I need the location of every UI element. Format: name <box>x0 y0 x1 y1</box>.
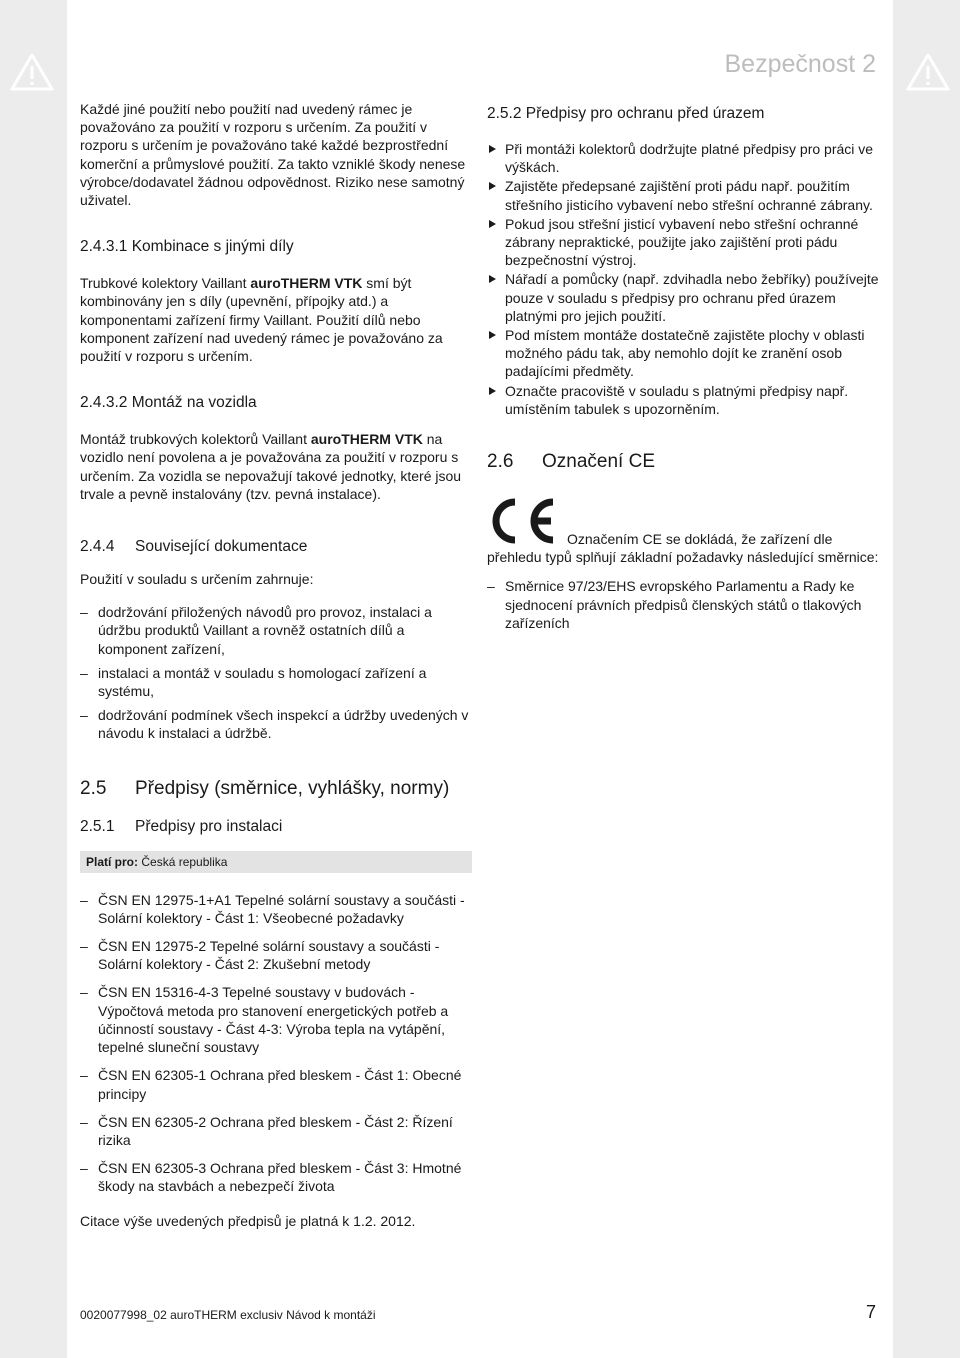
list-item: – ČSN EN 12975-1+A1 Tepelné solární soustavy a součásti - Solární kolektory - Část 1: Všeobecné požadavky <box>80 891 472 927</box>
validity-value: Česká republika <box>141 854 228 869</box>
heading-244: 2.4.4 Související dokumentace <box>80 538 308 556</box>
list-item: Pokud jsou střešní jisticí vybavení nebo střešní ochranné zábrany nepraktické, použijte jako zajištění proti pádu bezpečnostní výstroj. <box>487 215 881 270</box>
triangle-bullet-icon <box>489 387 496 395</box>
ce-block <box>487 494 881 566</box>
list-item: – Směrnice 97/23/EHS evropského Parlamentu a Rady ke sjednocení právních předpisů členských států o tlakových zařízeních <box>487 577 881 632</box>
list-251 <box>80 891 472 1196</box>
heading-25: 2.5 Předpisy (směrnice, vyhlášky, normy) <box>80 777 450 799</box>
list-item: Zajistěte předepsané zajištění proti pádu např. použitím střešního jisticího vybavení nebo střešní ochranné zábrany. <box>487 177 881 213</box>
list-item: – ČSN EN 62305-1 Ochrana před bleskem - Část 1: Obecné principy <box>80 1066 472 1102</box>
warning-triangle-icon <box>10 52 54 92</box>
brand-name: auroTHERM VTK <box>250 275 363 292</box>
list-item: Pod místem montáže dostatečně zajistěte plochy v oblasti možného pádu tak, aby nemohlo dojít ke zranění osob padajícími předměty. <box>487 326 881 381</box>
left-column <box>80 100 472 1230</box>
list-item: – dodržování přiložených návodů pro provoz, instalaci a údržbu produktů Vaillant a rovněž ostatních dílů a komponent zařízení, <box>80 603 472 658</box>
brand-name: auroTHERM VTK <box>310 431 423 448</box>
validity-label: Platí pro: <box>86 854 139 869</box>
list-item: – ČSN EN 62305-2 Ochrana před bleskem - Část 2: Řízení rizika <box>80 1113 472 1149</box>
paragraph-2432: Montáž trubkových kolektorů Vaillant auroTHERM VTK na vozidlo není povolena a je považována za použití v rozporu s určením. Za vozidla se nepovažují takové jednotky, které jsou trvale a pevně instalovány (tzv. pevná instalace). <box>80 431 462 502</box>
list-item: – ČSN EN 15316-4-3 Tepelné soustavy v budovách - Výpočtová metoda pro stanovení energetických potřeb a účinností soustavy - Část 4-3: Výroba tepla na vytápění, tepelné sluneční soustavy <box>80 983 472 1056</box>
list-item: – dodržování podmínek všech inspekcí a údržby uvedených v návodu k instalaci a údržbě. <box>80 706 472 742</box>
triangle-bullet-icon <box>489 220 496 228</box>
heading-2431: 2.4.3.1 Kombinace s jinými díly <box>80 238 294 256</box>
heading-2432: 2.4.3.2 Montáž na vozidla <box>80 394 257 412</box>
ce-paragraph: Označením CE se dokládá, že zařízení dle přehledu typů splňují základní požadavky následující směrnice: <box>487 531 879 566</box>
warning-triangle-icon <box>906 52 950 92</box>
list-item: Nářadí a pomůcky (např. zdvihadla nebo žebříky) používejte pouze v souladu s předpisy pro ochranu před úrazem platnými pro jejich použití. <box>487 270 881 325</box>
paragraph-244-intro: Použití v souladu s určením zahrnuje: <box>80 571 314 588</box>
list-252 <box>487 140 881 418</box>
section-title: Bezpečnost 2 <box>724 50 876 78</box>
list-item: Při montáži kolektorů dodržujte platné předpisy pro práci ve výškách. <box>487 140 881 176</box>
triangle-bullet-icon <box>489 182 496 190</box>
list-item: – ČSN EN 62305-3 Ochrana před bleskem - Část 3: Hmotné škody na stavbách a nebezpečí života <box>80 1159 472 1195</box>
list-26 <box>487 577 881 632</box>
heading-251: 2.5.1 Předpisy pro instalaci <box>80 817 283 835</box>
page-number: 7 <box>865 1302 876 1322</box>
ce-mark-icon <box>487 494 559 548</box>
triangle-bullet-icon <box>489 275 496 283</box>
heading-252: 2.5.2 Předpisy pro ochranu před úrazem <box>487 105 765 122</box>
right-margin-bar <box>893 0 960 1358</box>
left-margin-bar <box>0 0 67 1358</box>
list-item: – ČSN EN 12975-2 Tepelné solární soustavy a součásti - Solární kolektory - Část 2: Zkušební metody <box>80 937 472 973</box>
paragraph-2431: Trubkové kolektory Vaillant auroTHERM VTK smí být kombinovány jen s díly (upevnění, přípojky atd.) a komponentami zařízení firmy Vaillant. Použití dílů nebo komponent zařízení nad uvedený rámec je považováno za použití v rozporu s určením. <box>80 275 443 365</box>
right-column <box>487 100 881 632</box>
list-item: Označte pracoviště v souladu s platnými předpisy např. umístěním tabulek s upozorněním. <box>487 382 881 418</box>
triangle-bullet-icon <box>489 331 496 339</box>
validity-banner <box>80 851 472 873</box>
list-244 <box>80 603 472 742</box>
intro-paragraph: Každé jiné použití nebo použití nad uvedený rámec je považováno za použití v rozporu s určením. Za použití v rozporu s určením je považováno také každé bezprostřední komerční a průmyslové použití. Za takto vzniklé škody nenese výrobce/dodavatel žádnou odpovědnost. Riziko nese samotný uživatel. <box>80 101 466 209</box>
footer-doc-id: 0020077998_02 auroTHERM exclusiv Návod k montáži <box>80 1308 376 1322</box>
closing-note: Citace výše uvedených předpisů je platná k 1.2. 2012. <box>80 1212 416 1229</box>
triangle-bullet-icon <box>489 145 496 153</box>
list-item: – instalaci a montáž v souladu s homologací zařízení a systému, <box>80 664 472 700</box>
heading-26: 2.6 Označení CE <box>487 451 655 473</box>
